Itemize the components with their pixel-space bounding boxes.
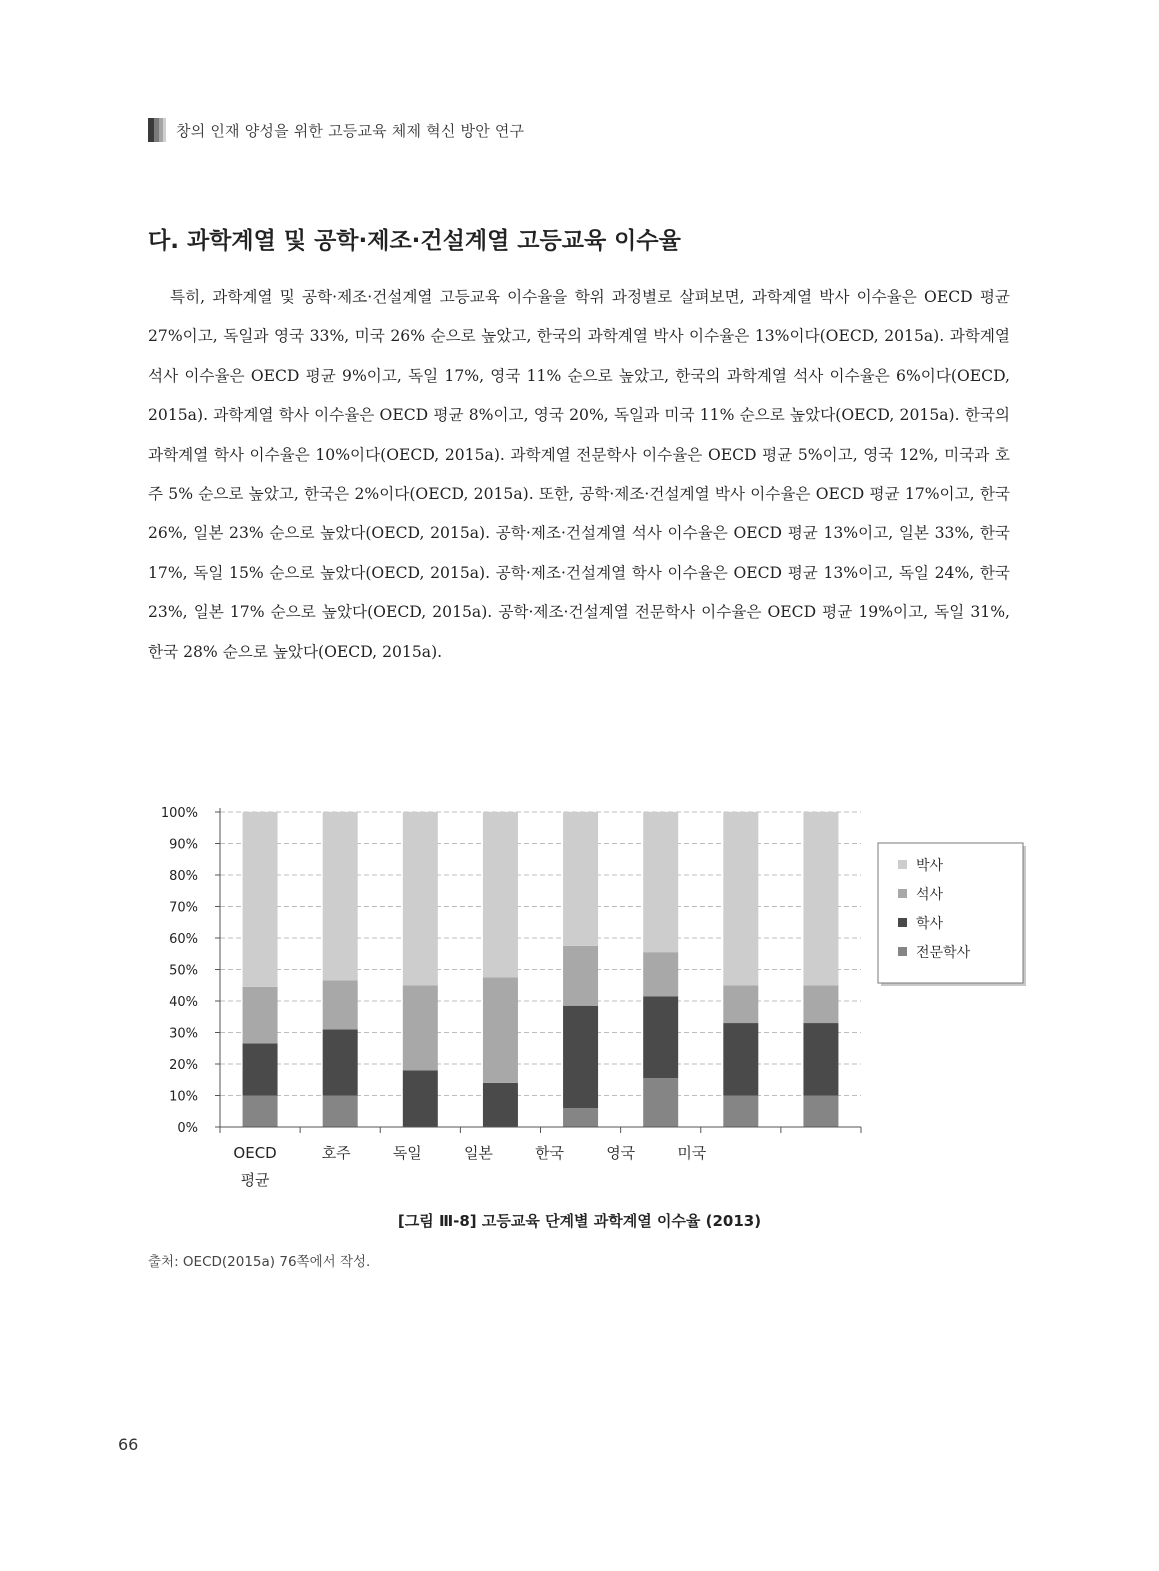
bar-segment-박사 (483, 812, 518, 977)
legend-swatch-전문학사 (898, 947, 907, 956)
legend-label-전문학사: 전문학사 (916, 945, 971, 961)
bar-segment-전문학사 (643, 1078, 678, 1127)
y-tick-label: 80% (169, 869, 198, 884)
bar-segment-학사 (243, 1044, 278, 1096)
legend-swatch-박사 (898, 860, 907, 869)
bar-segment-석사 (803, 985, 838, 1023)
x-tick-label: 한국 (535, 1144, 565, 1162)
figure-caption: [그림 Ⅲ-8] 고등교육 단계별 과학계열 이수율 (2013) (397, 1212, 762, 1230)
y-tick-label: 100% (160, 806, 198, 821)
bar-segment-전문학사 (563, 1108, 598, 1127)
header-bar-icon (148, 118, 166, 142)
chart-container (148, 795, 1028, 1195)
bar-segment-석사 (563, 946, 598, 1006)
y-tick-label: 70% (169, 900, 198, 916)
bar-segment-전문학사 (723, 1096, 758, 1128)
bar-segment-학사 (723, 1023, 758, 1095)
x-tick-label: 평균 (240, 1171, 270, 1189)
bar-segment-학사 (483, 1083, 518, 1127)
legend-label-박사: 박사 (916, 858, 944, 874)
bar-segment-석사 (403, 985, 438, 1070)
x-tick-label: 호주 (321, 1144, 351, 1162)
x-tick-label: 일본 (463, 1144, 493, 1162)
y-tick-label: 20% (169, 1058, 198, 1073)
source-note: 출처: OECD(2015a) 76쪽에서 작성. (148, 1254, 371, 1270)
y-tick-label: 90% (169, 837, 198, 853)
bar-segment-박사 (403, 812, 438, 985)
bar-segment-석사 (483, 977, 518, 1083)
page-number: 66 (118, 1435, 139, 1454)
legend-swatch-학사 (898, 918, 907, 927)
x-tick-label: 독일 (392, 1144, 422, 1162)
y-tick-label: 40% (169, 995, 198, 1010)
y-tick-label: 50% (169, 963, 198, 979)
bar-segment-학사 (403, 1070, 438, 1127)
x-tick-label: 영국 (606, 1144, 636, 1162)
y-tick-label: 60% (169, 932, 198, 947)
bar-segment-박사 (803, 812, 838, 985)
section-title: 다. 과학계열 및 공학·제조·건설계열 고등교육 이수율 (148, 228, 681, 254)
bar-segment-전문학사 (803, 1096, 838, 1128)
y-tick-label: 0% (177, 1121, 198, 1136)
bar-segment-석사 (243, 987, 278, 1044)
bar-segment-석사 (643, 952, 678, 996)
bar-segment-석사 (323, 981, 358, 1030)
bar-segment-석사 (723, 985, 758, 1023)
y-tick-label: 10% (169, 1089, 198, 1105)
x-tick-label: OECD (233, 1144, 277, 1162)
body-paragraph: 특히, 과학계열 및 공학·제조·건설계열 고등교육 이수율을 학위 과정별로 살펴보면, 과학계열 박사 이수율은 OECD 평균 27%이고, 독일과 영국 33%, 미국 26% 순으로 높았고, 한국의 과학계열 박사 이수율은 13%이다(OECD, 2015a). 과학계열 석사 이수율은 OECD 평균 9%이고, 독일 17%, 영국 11% 순으로 높았고, 한국의 과학계열 석사 이수율은 6%이다(OECD, 2015a). 과학계열 학사 이수율은 OECD 평균 8%이고, 영국 20%, 독일과 미국 11% 순으로 높았다(OECD, 2015a). 한국의 과학계열 학사 이수율은 10%이다(OECD, 2015a). 과학계열 전문학사 이수율은 OECD 평균 5%이고, 영국 12%, 미국과 호주 5% 순으로 높았고, 한국은 2%이다(OECD, 2015a). 또한, 공학·제조·건설계열 박사 이수율은 OECD 평균 17%이고, 한국 26%, 일본 23% 순으로 높았다(OECD, 2015a). 공학·제조·건설계열 석사 이수율은 OECD 평균 13%이고, 일본 33%, 한국 17%, 독일 15% 순으로 높았다(OECD, 2015a). 공학·제조·건설계열 학사 이수율은 OECD 평균 13%이고, 독일 24%, 한국 23%, 일본 17% 순으로 높았다(OECD, 2015a). 공학·제조·건설계열 전문학사 이수율은 OECD 평균 19%이고, 독일 31%, 한국 28% 순으로 높았다(OECD, 2015a). (148, 288, 1010, 661)
bar-segment-학사 (643, 996, 678, 1078)
bar-segment-박사 (643, 812, 678, 952)
bar-segment-학사 (563, 1006, 598, 1108)
bar-segment-전문학사 (323, 1096, 358, 1128)
y-tick-label: 30% (169, 1026, 198, 1042)
stacked-bar-chart (148, 795, 1028, 1195)
bar-segment-학사 (323, 1029, 358, 1095)
bar-segment-전문학사 (243, 1096, 278, 1128)
running-header-title: 창의 인재 양성을 위한 고등교육 체제 혁신 방안 연구 (176, 121, 525, 140)
running-header (148, 118, 524, 142)
legend-label-석사: 석사 (916, 887, 944, 903)
bar-segment-박사 (723, 812, 758, 985)
bar-segment-박사 (243, 812, 278, 987)
x-tick-label: 미국 (677, 1144, 707, 1162)
bar-segment-학사 (803, 1023, 838, 1095)
bar-segment-박사 (563, 812, 598, 946)
bar-segment-박사 (323, 812, 358, 981)
legend-label-학사: 학사 (916, 916, 944, 932)
legend-swatch-석사 (898, 889, 907, 898)
